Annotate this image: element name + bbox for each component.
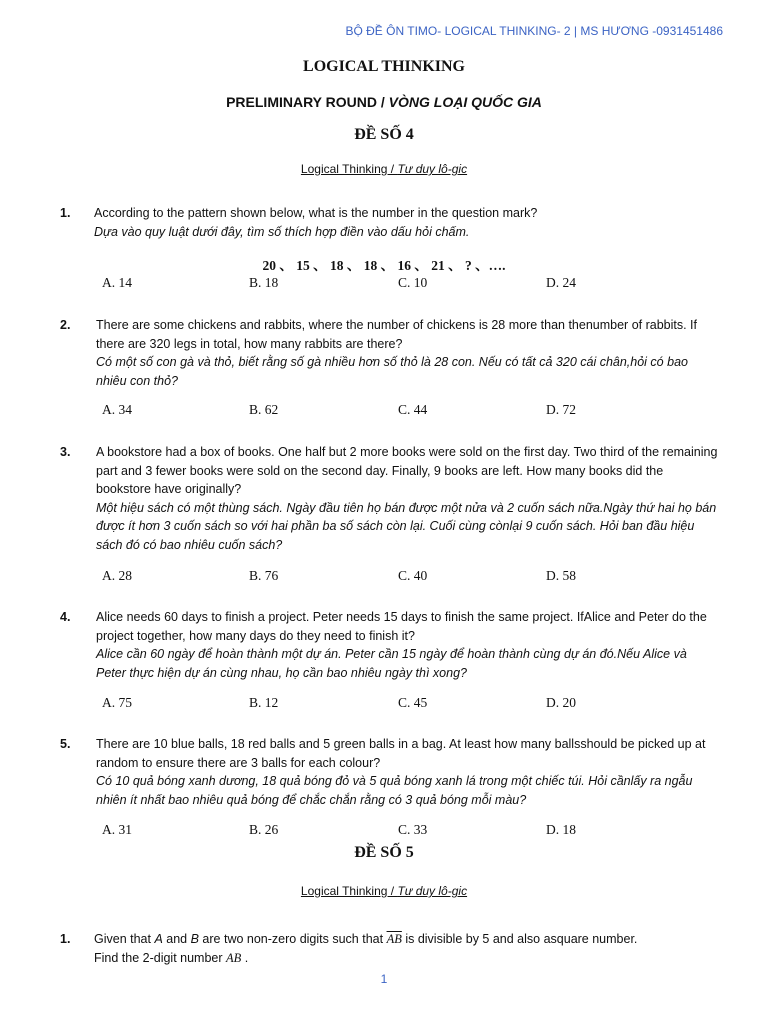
question-text-vi: Dựa vào quy luật dưới đây, tìm số thích hợp điền vào dấu hỏi chấm.	[94, 224, 470, 239]
question-number: 3.	[60, 445, 71, 459]
question-text-en: According to the pattern shown below, what is the number in the question mark?	[94, 206, 538, 220]
question-number: 1.	[60, 206, 71, 220]
question-text-vi: Có 10 quả bóng xanh dương, 18 quả bóng đỏ và 5 quả bóng xanh lá trong một chiếc túi. Hỏi cầnlấy ra ngẫu nhiên ít nhất bao nhiêu quả bóng để chắc chắn rằng có 3 quả bóng mỗi màu?	[96, 774, 693, 807]
choices-3	[102, 568, 622, 588]
question-text-vi: Một hiệu sách có một thùng sách. Ngày đầu tiên họ bán được một nửa và 2 cuốn sách nữa.Ngày thứ hai họ bán được ít hơn 3 cuốn sách so với hai phần ba số sách còn lại. Cuối cùng cònlại 9 cuốn sách. Hỏi ban đầu hiệu sách đó có bao nhiêu cuốn sách?	[96, 500, 717, 552]
choices-1	[102, 275, 622, 295]
question-4	[60, 608, 720, 682]
choice-b: B. 62	[249, 402, 279, 417]
choice-b: B. 12	[249, 695, 279, 710]
round-title	[0, 94, 768, 110]
round-vi: VÒNG LOẠI QUỐC GIA	[388, 94, 542, 110]
section-heading-5	[0, 884, 768, 898]
choice-c: C. 44	[398, 402, 428, 417]
question-2	[60, 316, 720, 390]
question-number: 4.	[60, 610, 71, 624]
choice-d: D. 24	[546, 275, 576, 290]
choices-2	[102, 402, 622, 422]
question-number: 5.	[60, 737, 71, 751]
page-number: 1	[380, 972, 388, 986]
choice-d: D. 18	[546, 822, 576, 837]
question-number: 1.	[60, 932, 71, 946]
section-vi: Tư duy lô-gic	[397, 884, 468, 898]
choice-a: A. 31	[102, 822, 132, 837]
number-sequence: 20 、 15 、 18 、 18 、 16 、 21 、 ? 、….	[262, 258, 506, 273]
question-text-vi: Có một số con gà và thỏ, biết rằng số gà nhiều hơn số thỏ là 28 con. Nếu có tất cả 320 cái chân,hỏi có bao nhiêu con thỏ?	[96, 355, 688, 388]
choice-b: B. 18	[249, 275, 279, 290]
choice-c: C. 33	[398, 822, 428, 837]
choice-c: C. 45	[398, 695, 428, 710]
question-text-vi: Alice cần 60 ngày để hoàn thành một dự án. Peter cần 15 ngày để hoàn thành cùng dự án đó.Nếu Alice và Peter thực hiện dự án cùng nhau, họ cần bao nhiêu ngày thì xong?	[96, 647, 687, 680]
question-5	[60, 735, 720, 809]
page-header: BỘ ĐỀ ÔN TIMO- LOGICAL THINKING- 2 | MS HƯƠNG -0931451486	[345, 24, 723, 38]
choice-d: D. 72	[546, 402, 576, 417]
question-number: 2.	[60, 318, 71, 332]
question-text-line2: Find the 2-digit number AB .	[94, 950, 249, 965]
number-ab-overline: $\overline{AB}$	[386, 932, 402, 946]
question-1	[60, 204, 720, 241]
section-en: Logical Thinking /	[300, 162, 398, 176]
choices-4	[102, 695, 622, 715]
choice-d: D. 58	[546, 568, 576, 583]
exam5-question-1	[60, 930, 720, 967]
section-vi: Tư duy lô-gic	[397, 162, 468, 176]
choice-b: B. 26	[249, 822, 279, 837]
round-en: PRELIMINARY ROUND /	[226, 94, 389, 110]
page-title: LOGICAL THINKING	[303, 58, 465, 75]
exam-heading-4: ĐỀ SỐ 4	[354, 126, 414, 143]
choice-a: A. 34	[102, 402, 132, 417]
choice-d: D. 20	[546, 695, 576, 710]
choice-c: C. 10	[398, 275, 428, 290]
question-text-en: There are 10 blue balls, 18 red balls and 5 green balls in a bag. At least how many ballsshould be picked up at random to ensure there are 3 balls for each colour?	[96, 737, 706, 770]
choices-5	[102, 822, 622, 842]
choice-a: A. 75	[102, 695, 132, 710]
choice-a: A. 14	[102, 275, 132, 290]
question-text-en: A bookstore had a box of books. One half but 2 more books were sold on the first day. Two third of the remaining part and 3 fewer books were sold on the second day. Finally, 9 books are left. How many books did the bookstore have originally?	[96, 445, 718, 496]
choice-c: C. 40	[398, 568, 428, 583]
question-3	[60, 443, 720, 554]
number-ab: AB	[226, 950, 242, 965]
question-text-line1: Given that A and B are two non-zero digits such that $\overline{AB}$ is divisible by 5 and also asquare number.	[94, 932, 638, 946]
choice-b: B. 76	[249, 568, 279, 583]
exam-heading-5: ĐỀ SỐ 5	[354, 844, 414, 861]
question-text-en: There are some chickens and rabbits, where the number of chickens is 28 more than thenumber of rabbits. If there are 320 legs in total, how many rabbits are there?	[96, 318, 698, 351]
choice-a: A. 28	[102, 568, 132, 583]
question-text-en: Alice needs 60 days to finish a project. Peter needs 15 days to finish the same project. IfAlice and Peter do the project together, how many days do they need to finish it?	[96, 610, 707, 643]
section-en: Logical Thinking /	[300, 884, 398, 898]
section-heading-4	[0, 162, 768, 176]
